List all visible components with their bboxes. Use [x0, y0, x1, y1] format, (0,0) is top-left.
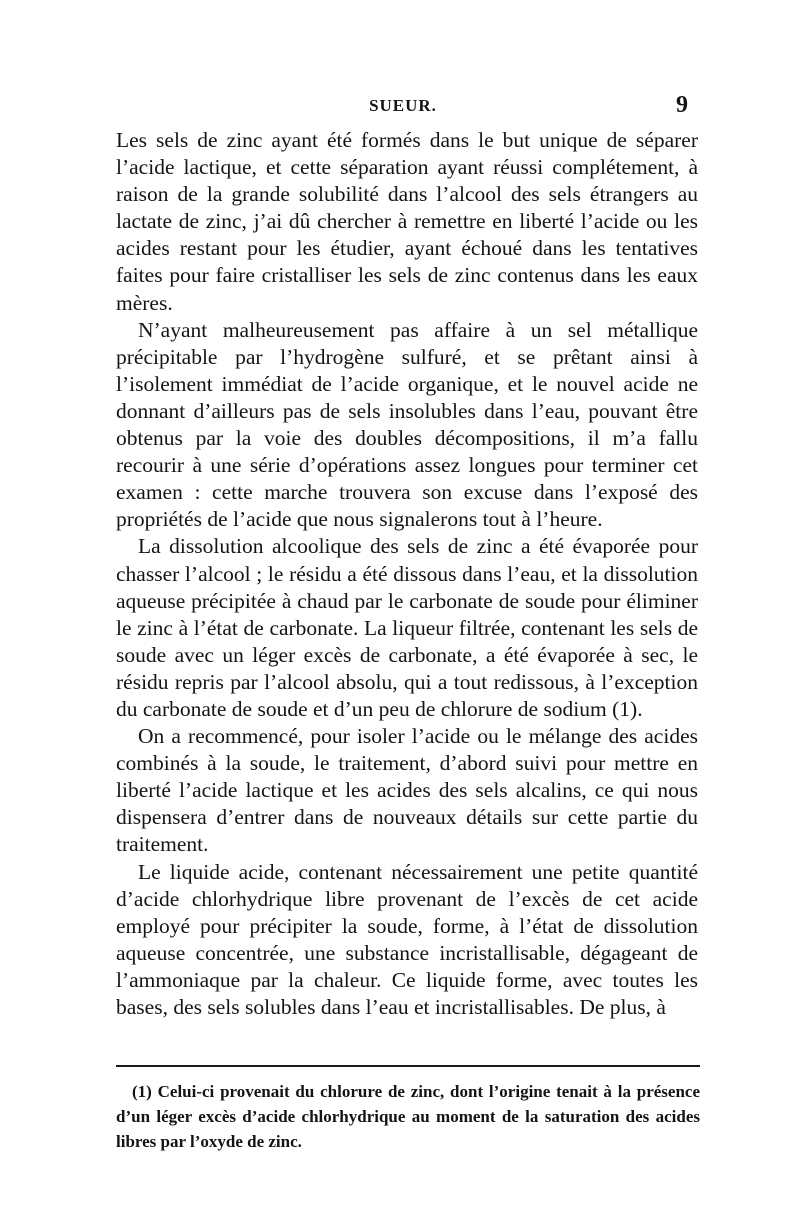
footnote: (1) Celui-ci provenait du chlorure de zinc, dont l’origine tenait à la présence d’un léger excès d’acide chlorhydrique au moment de la saturation des acides libres par l’oxyde de zinc.	[116, 1082, 700, 1151]
paragraph: La dissolution alcoolique des sels de zinc a été évaporée pour chasser l’alcool ; le résidu a été dissous dans l’eau, et la dissolution aqueuse précipitée à chaud par le carbonate de soude pour éliminer le zinc à l’état de carbonate. La liqueur filtrée, contenant les sels de soude avec un léger excès de carbonate, a été évaporée à sec, le résidu repris par l’alcool absolu, qui a tout redissous, à l’exception du carbonate de soude et d’un peu de chlorure de sodium (1).	[116, 534, 698, 721]
running-title: SUEUR.	[369, 96, 437, 115]
paragraph: On a recommencé, pour isoler l’acide ou le mélange des acides combinés à la soude, le traitement, d’abord suivi pour mettre en liberté l’acide lactique et les acides des sels alcalins, ce qui nous dispensera d’entrer dans de nouveaux détails sur cette partie du traitement.	[116, 724, 698, 857]
page-number: 9	[676, 92, 688, 118]
paragraph: N’ayant malheureusement pas affaire à un sel métallique précipitable par l’hydrogène sulfuré, et se prêtant ainsi à l’isolement immédiat de l’acide organique, et le nouvel acide ne donnant d’ailleurs pas de sels insolubles dans l’eau, pouvant être obtenus par la voie des doubles décompositions, il m’a fallu recourir à une série d’opérations assez longues pour terminer cet examen : cette marche trouvera son excuse dans l’exposé des propriétés de l’acide que nous signalerons tout à l’heure.	[116, 317, 698, 532]
page-header	[118, 92, 688, 122]
paragraph: Les sels de zinc ayant été formés dans le but unique de séparer l’acide lactique, et cette séparation ayant réussi complétement, à raison de la grande solubilité dans l’alcool des sels étrangers au lactate de zinc, j’ai dû chercher à remettre en liberté l’acide ou les acides restant pour les étudier, ayant échoué dans les tentatives faites pour faire cristalliser les sels de zinc contenus dans les eaux mères.	[116, 128, 698, 315]
footnote-divider	[116, 1065, 700, 1067]
body-text	[116, 127, 698, 1021]
paragraph: Le liquide acide, contenant nécessairement une petite quantité d’acide chlorhydrique libre provenant de l’excès de cet acide employé pour précipiter la soude, forme, à l’état de dissolution aqueuse concentrée, une substance incristallisable, dégageant de l’ammoniaque par la chaleur. Ce liquide forme, avec toutes les bases, des sels solubles dans l’eau et incristallisables. De plus, à	[116, 859, 698, 1019]
